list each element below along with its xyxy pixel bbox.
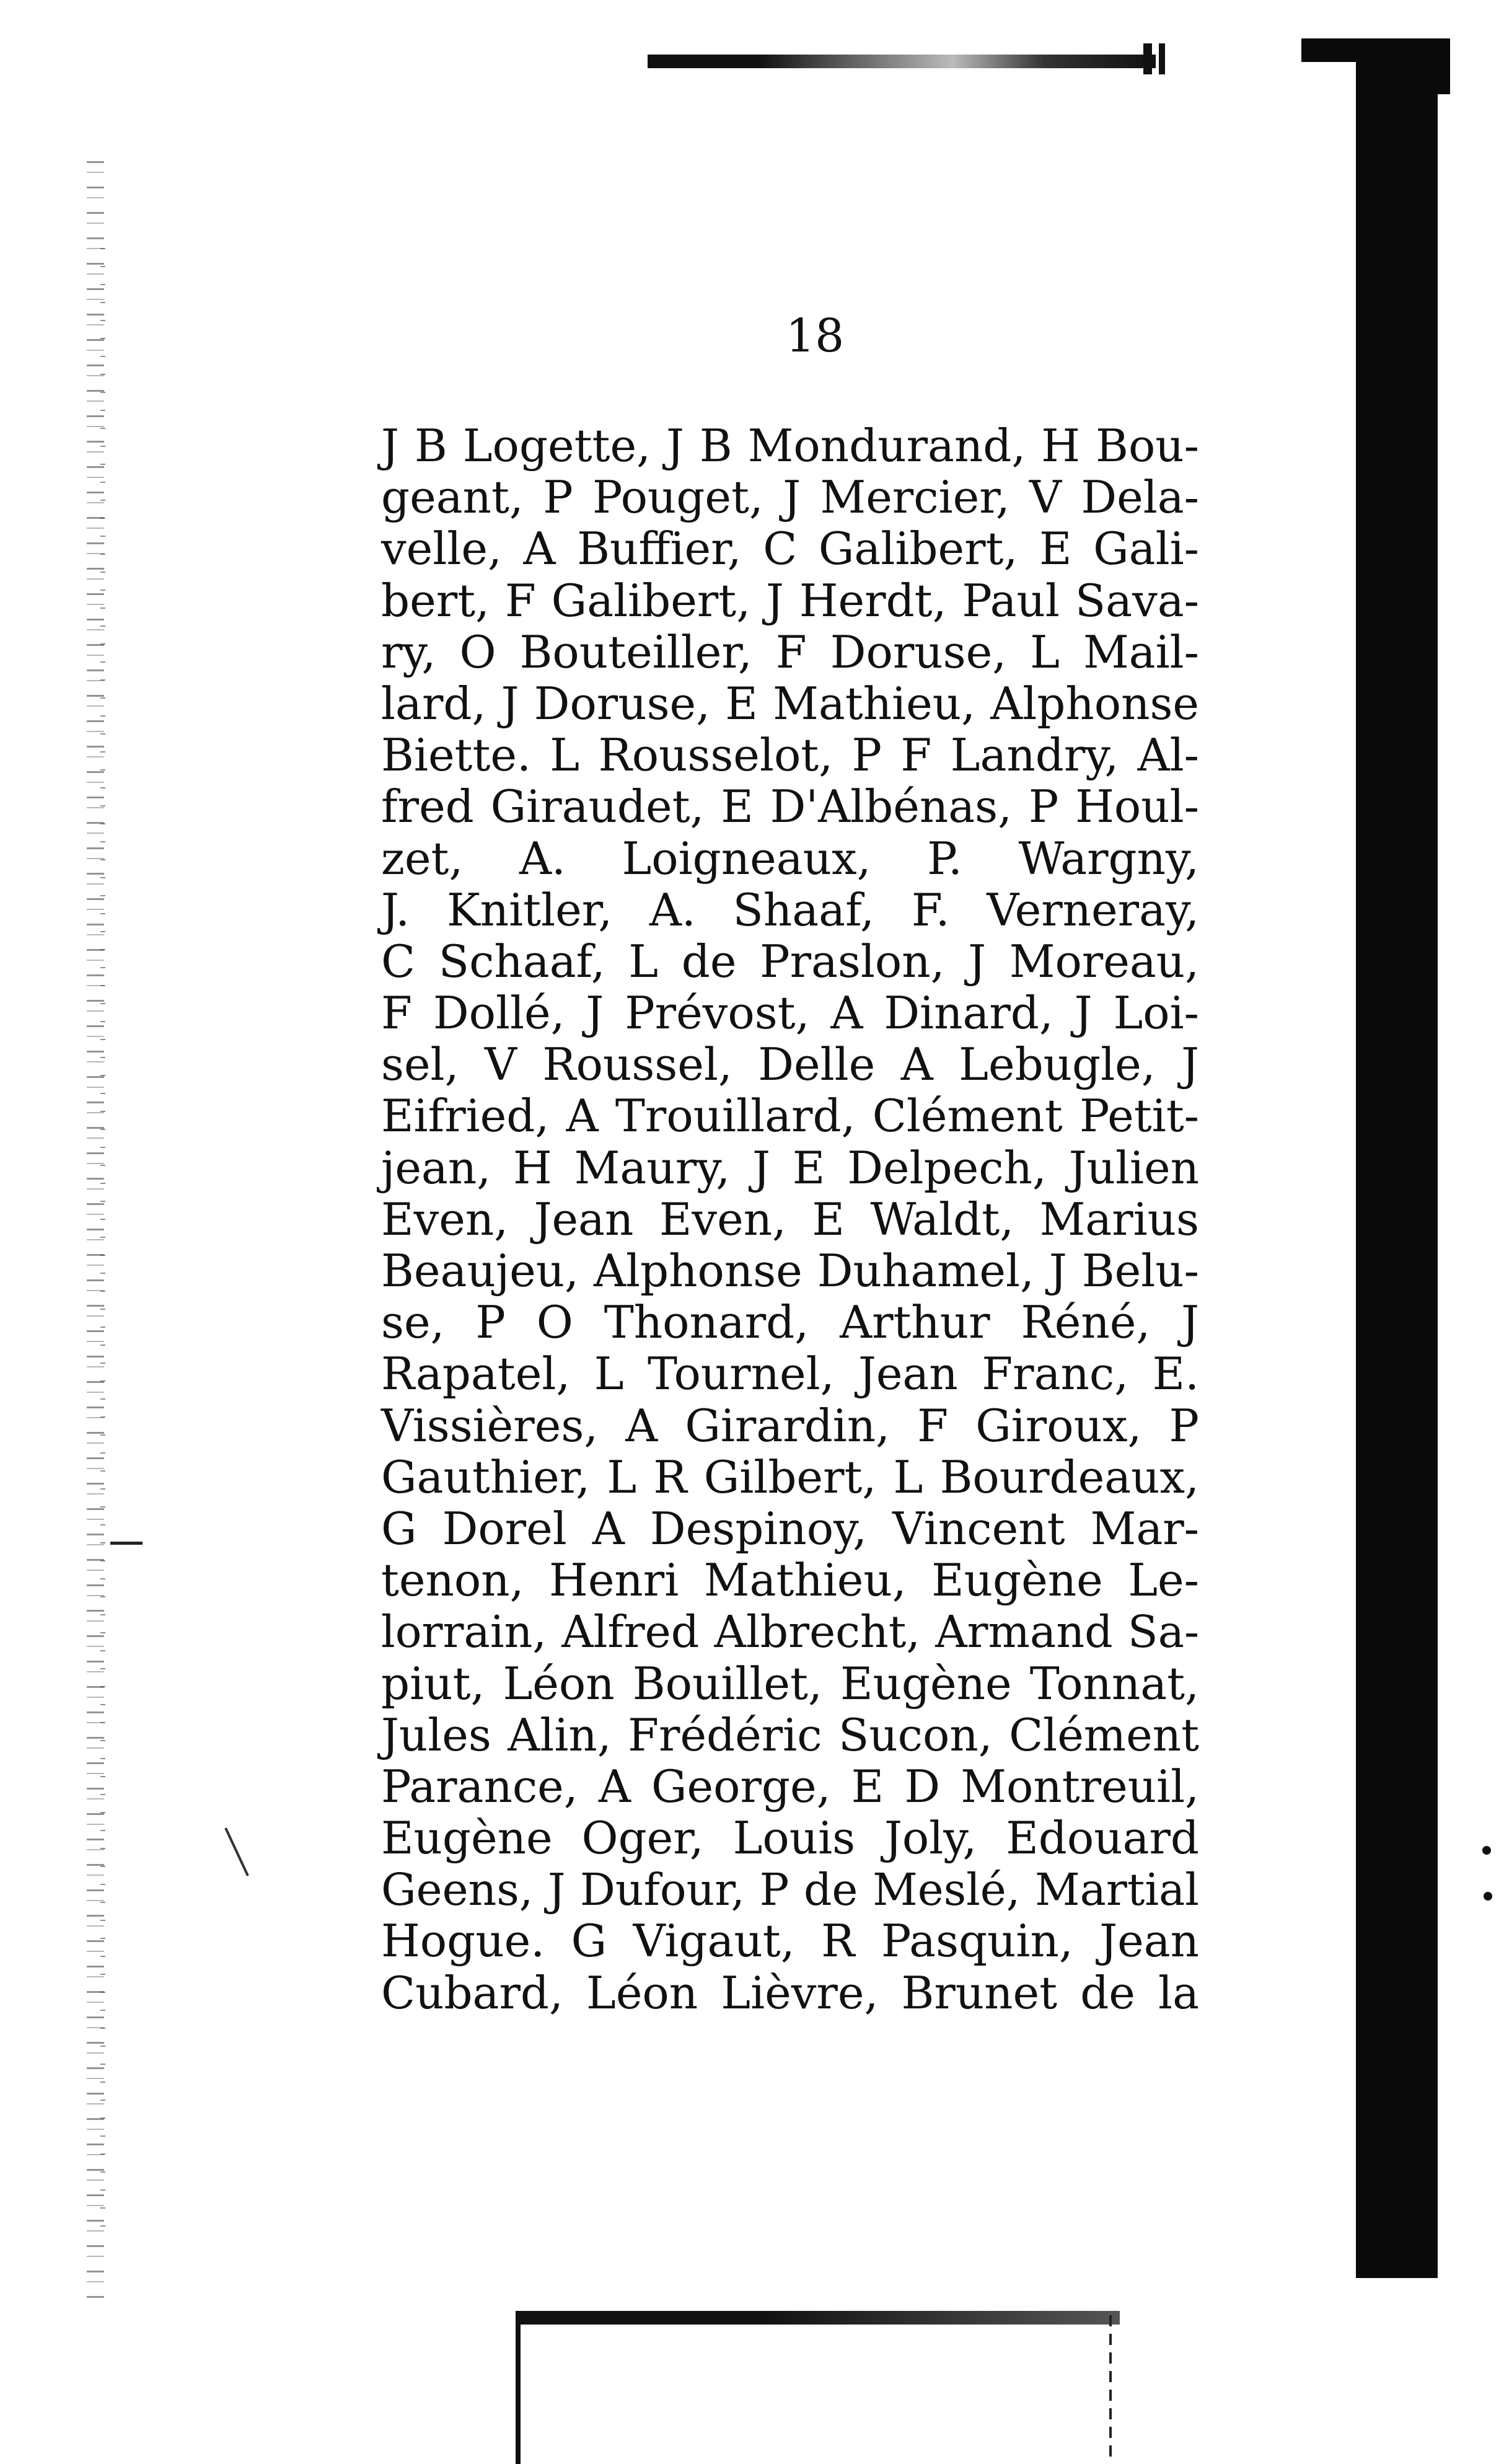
text-line: Hogue. G Vigaut, R Pasquin, Jean xyxy=(381,1915,1199,1967)
text-line: velle, A Buffier, C Galibert, E Gali- xyxy=(381,523,1199,575)
text-line: Jules Alin, Frédéric Sucon, Clément xyxy=(381,1708,1199,1761)
scan-artifact-bottom-right xyxy=(1109,2315,1112,2464)
text-line: ry, O Bouteiller, F Doruse, L Mail- xyxy=(381,625,1199,678)
stray-dot-mark xyxy=(1484,1892,1492,1901)
scan-artifact-bottom-left xyxy=(516,2311,521,2464)
binding-edge-bar xyxy=(1356,59,1438,2278)
text-line: Even, Jean Even, E Waldt, Marius xyxy=(381,1193,1199,1245)
text-line: Biette. L Rousselot, P F Landry, Al- xyxy=(381,729,1199,782)
body-text xyxy=(381,420,1199,2019)
page-number: 18 xyxy=(786,309,845,363)
text-line: zet, A. Loigneaux, P. Wargny, xyxy=(381,832,1199,885)
text-line: sel, V Roussel, Delle A Lebugle, J xyxy=(381,1038,1199,1091)
text-line: tenon, Henri Mathieu, Eugène Le- xyxy=(381,1554,1199,1607)
stray-dot-mark xyxy=(1482,1846,1491,1855)
text-line: Beaujeu, Alphonse Duhamel, J Belu- xyxy=(381,1245,1199,1297)
text-line: piut, Léon Bouillet, Eugène Tonnat, xyxy=(381,1657,1199,1710)
text-line: lard, J Doruse, E Mathieu, Alphonse xyxy=(381,677,1199,730)
text-line: J. Knitler, A. Shaaf, F. Verneray, xyxy=(381,883,1199,936)
text-line: se, P O Thonard, Arthur Réné, J xyxy=(381,1296,1199,1349)
text-line: G Dorel A Despinoy, Vincent Mar- xyxy=(381,1502,1199,1555)
margin-dash-mark xyxy=(110,1542,143,1545)
text-line: Rapatel, L Tournel, Jean Franc, E. xyxy=(381,1348,1199,1400)
text-line: F Dollé, J Prévost, A Dinard, J Loi- xyxy=(381,987,1199,1040)
text-line: geant, P Pouget, J Mercier, V Dela- xyxy=(381,471,1199,524)
margin-speckle xyxy=(100,248,105,2232)
text-line: Eugène Oger, Louis Joly, Edouard xyxy=(381,1812,1199,1865)
text-line: Eifried, A Trouillard, Clément Petit- xyxy=(381,1090,1199,1142)
text-line: jean, H Maury, J E Delpech, Julien xyxy=(381,1141,1199,1194)
text-line: bert, F Galibert, J Herdt, Paul Sava- xyxy=(381,574,1199,627)
text-line: C Schaaf, L de Praslon, J Moreau, xyxy=(381,935,1199,987)
scan-artifact-bottom-bar xyxy=(516,2311,1120,2325)
scan-artifact-top-streak xyxy=(648,55,1156,68)
text-line: Cubard, Léon Lièvre, Brunet de la xyxy=(381,1966,1199,2019)
text-line: Vissières, A Girardin, F Giroux, P xyxy=(381,1399,1199,1452)
scan-artifact-top-mark xyxy=(1159,43,1165,74)
text-line: Geens, J Dufour, P de Meslé, Martial xyxy=(381,1864,1199,1916)
text-line: fred Giraudet, E D'Albénas, P Houl- xyxy=(381,780,1199,833)
text-line: Gauthier, L R Gilbert, L Bourdeaux, xyxy=(381,1451,1199,1503)
text-line: J B Logette, J B Mondurand, H Bou- xyxy=(381,420,1199,472)
text-line: Parance, A George, E D Montreuil, xyxy=(381,1760,1199,1813)
stray-slash-mark xyxy=(224,1827,249,1876)
text-line: lorrain, Alfred Albrecht, Armand Sa- xyxy=(381,1606,1199,1658)
scan-artifact-top-mark xyxy=(1143,43,1152,74)
